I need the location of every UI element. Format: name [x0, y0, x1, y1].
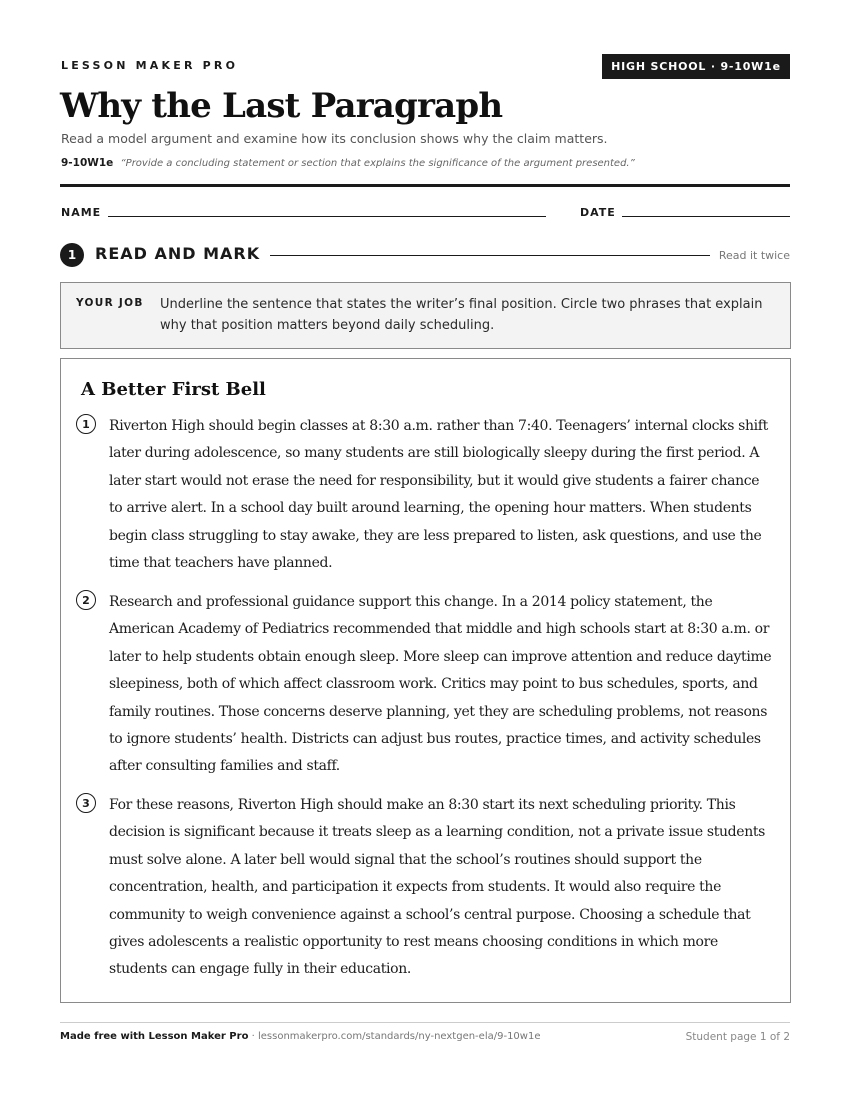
level-badge: HIGH SCHOOL · 9-10W1e — [602, 54, 790, 79]
page-subtitle: Read a model argument and examine how its conclusion shows why the claim matters. — [61, 131, 608, 146]
standard-code: 9-10W1e — [61, 157, 114, 169]
section-note: Read it twice — [718, 249, 790, 262]
job-instructions-box — [60, 282, 791, 349]
passage-title: A Better First Bell — [81, 379, 266, 400]
header-divider — [60, 184, 790, 187]
paragraph-text: Research and professional guidance support this change. In a 2014 policy statement, the American Academy of Pediatrics recommended that middle and high schools start at 8:30 a.m. or later to help students obtain enough sleep. More sleep can improve attention and reduce daytime sleepiness, both of which affect classroom work. Critics may point to bus schedules, sports, and family routines. Those concerns deserve planning, yet they are scheduling problems, not reasons to ignore students’ health. Districts can adjust bus routes, practice times, and activity schedules after consulting families and staff. — [109, 594, 772, 775]
paragraph-text: Riverton High should begin classes at 8:30 a.m. rather than 7:40. Teenagers’ internal clocks shift later during adolescence, so many students are still biologically sleepy during the first period. A later start would not erase the need for responsibility, but it would give students a fairer chance to arrive alert. In a school day built around learning, the opening hour matters. When students begin class struggling to stay awake, they are less prepared to listen, ask questions, and use the time that teachers have planned. — [109, 418, 768, 572]
standard-line — [61, 157, 635, 169]
paragraph-number-icon: 1 — [76, 414, 96, 434]
footer-separator: · — [248, 1031, 258, 1042]
section-number-badge: 1 — [60, 243, 84, 267]
passage-box — [60, 358, 791, 1003]
footer-divider — [60, 1022, 790, 1023]
date-field-line[interactable] — [622, 216, 790, 217]
page-title: Why the Last Paragraph — [60, 86, 503, 126]
name-field-line[interactable] — [108, 216, 546, 217]
job-label: YOUR JOB — [76, 297, 144, 309]
footer-made-with: Made free with Lesson Maker Pro — [60, 1031, 249, 1042]
footer-page-number: Student page 1 of 2 — [685, 1031, 790, 1043]
date-label: DATE — [580, 206, 616, 219]
name-label: NAME — [61, 206, 102, 219]
paragraph-text: For these reasons, Riverton High should make an 8:30 start its next scheduling priority. This decision is significant because it treats sleep as a learning condition, not a private issue students must solve alone. A later bell would signal that the school’s routines should support the concentration, health, and participation it expects from students. It would also require the community to weigh convenience against a school’s central purpose. Choosing a schedule that gives adolescents a realistic opportunity to rest means choosing conditions in which more students can engage fully in their education. — [109, 797, 765, 978]
footer-credit — [60, 1031, 540, 1042]
paragraph-number-icon: 3 — [76, 793, 96, 813]
brand-name: LESSON MAKER PRO — [61, 59, 239, 72]
section-title: READ AND MARK — [95, 244, 261, 263]
footer-url-link[interactable]: lessonmakerpro.com/standards/ny-nextgen-ela/9-10w1e — [257, 1031, 541, 1042]
section-divider — [270, 255, 710, 256]
job-text: Underline the sentence that states the writer’s final position. Circle two phrases that explain why that position matters beyond daily scheduling. — [160, 297, 763, 333]
standard-quote: “Provide a concluding statement or section that explains the significance of the argument presented.” — [120, 158, 635, 169]
paragraph-number-icon: 2 — [76, 590, 96, 610]
